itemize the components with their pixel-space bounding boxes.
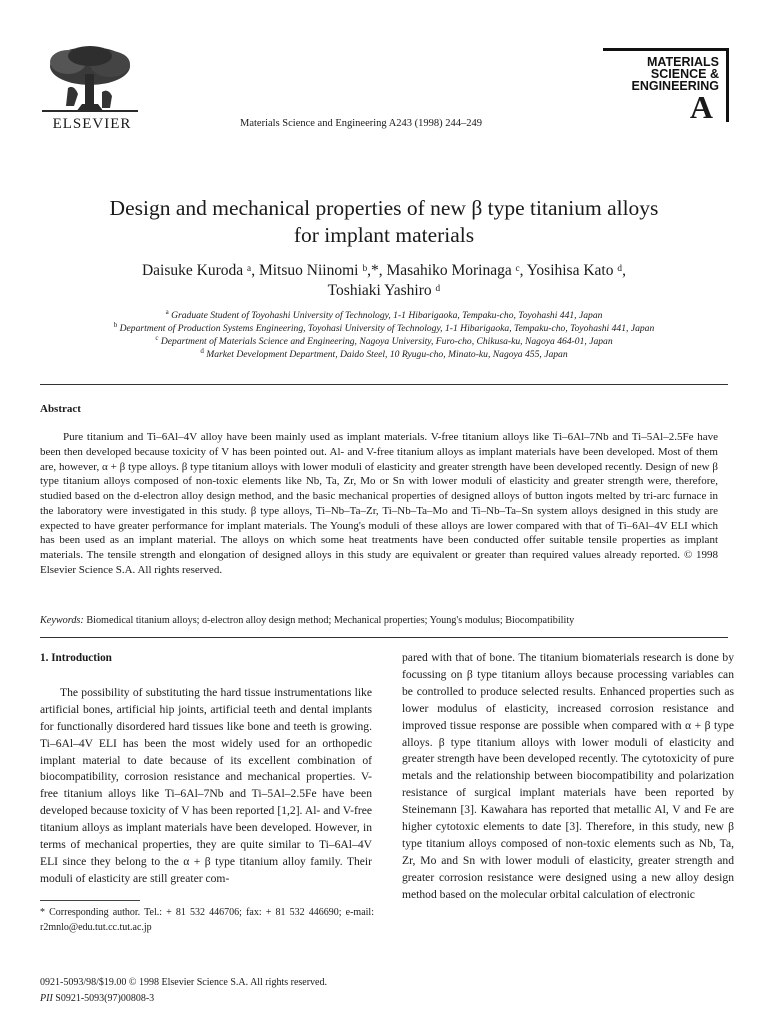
affiliation-mark: c [155,334,159,342]
corresponding-author-footnote: * Corresponding author. Tel.: + 81 532 446706; fax: + 81 532 446690; e-mail: r2mnlo@edu.tut.cc.tut.ac.jp [40,907,374,933]
divider-top [40,384,728,385]
affiliation-text: Department of Materials Science and Engineering, Nagoya University, Furo-cho, Chikusa-ku, Nagoya 464-01, Japan [160,336,613,348]
journal-logo-side-bar [726,48,729,122]
authors-line-2: Toshiaki Yashiro ᵈ [327,282,441,299]
keywords [40,615,728,626]
article-title-line-2: for implant materials [293,223,475,247]
journal-logo-line: SCIENCE & [650,67,719,81]
affiliation-text: Department of Production Systems Engineering, Toyohasi University of Technology, 1-1 Hibarigaoka, Tempaku-cho, Toyohashi 441, Japan [119,323,655,335]
section-heading: 1. Introduction [40,652,112,664]
pii-value: S0921-5093(97)00808-3 [55,993,155,1004]
journal-logo-letter: A [689,89,713,125]
affiliation-text: Graduate Student of Toyohashi University of Technology, 1-1 Hibarigaoka, Tempaku-cho, Toyohashi 441, Japan [171,310,603,322]
keywords-list: Biomedical titanium alloys; d-electron alloy design method; Mechanical properties; Young's modulus; Biocompatibility [86,615,575,626]
divider-bottom [40,637,728,638]
journal-logo-top-bar [603,48,729,51]
affiliation-d [40,345,728,361]
abstract-body: Pure titanium and Ti–6Al–4V alloy have been mainly used as implant materials. V-free titanium alloys like Ti–6Al–7Nb and Ti–5Al–2.5Fe have been then developed because toxicity of V has been pointed out. Al- and V-free titanium alloys as implant materials have been developed. Most of them are, however, α + β type alloys. β type titanium alloys with lower moduli of elasticity and greater strength have been developed recently. Design of new β type titanium alloys composed of non-toxic elements like Nb, Ta, Zr, Mo or Sn with lower moduli of elasticity and greater strength were, therefore, studied based on the d-electron alloy design method, and the basic mechanical properties of designed alloys of button ingots melted by tri-arc furnace in the laboratory were investigated in this study. β type alloys, Ti–Nb–Ta–Zr, Ti–Nb–Ta–Mo and Ti–Nb–Ta–Sn system alloys designed in this study are expected to have greater performance for implant materials. The Young's moduli of these alloys are lower compared with that of Ti–6Al–4V ELI which has been used as an implant material. The alloys on which some heat treatments have been conducted offer suitable tensile properties as implant materials. The tensile strength and elongation of designed alloys in this study are equivalent or greater than required values already reported. © 1998 Elsevier Science S.A. All rights reserved. [40,431,718,576]
footnote-divider [40,900,140,901]
journal-logo-line: MATERIALS [647,55,719,69]
body-paragraph: pared with that of bone. The titanium biomaterials research is done by focussing on β type titanium alloys because processing variables can be controlled to produce selected results. Enhanced properties such as lower modulus of elasticity, increased corrosion resistance and improved tissue response are possible when compared with α + β type alloys. β type titanium alloys with lower moduli of elasticity and greater strength have been developed recently. The cytotoxicity of pure metals and the relationship between biocompatibility and polarization resistance of surgical implant materials have been reported by Steinemann [3]. Kawahara has reported that metallic Al, V and Fe are higher cytotoxic elements to date [3]. Therefore, in this study, new β type titanium alloys composed of non-toxic elements such as Nb, Ta, Zr, Mo and Sn with lower moduli of elasticity, greater strength and greater corrosion resistance were designed using a new alloy design method based on the molecular orbital calculation of electronic [402,651,734,901]
copyright-line: 0921-5093/98/$19.00 © 1998 Elsevier Science S.A. All rights reserved. [40,977,327,988]
keywords-label: Keywords: [40,615,84,626]
article-title-line-1: Design and mechanical properties of new β type titanium alloys [109,196,659,220]
pii-label: PII [40,993,53,1004]
body-column-right [402,650,734,904]
pii-line [40,991,154,1006]
journal-logo [603,48,729,125]
journal-logo-line: ENGINEERING [631,79,719,93]
journal-logo-text [631,56,719,92]
elsevier-tree-logo [38,44,142,114]
body-paragraph: The possibility of substituting the hard tissue instrumentations like artificial bones, artificial hip joints, artificial teeth and dental implants for functionally disordered hard tissues like bone and teeth is growing. Ti–6Al–4V ELI has been the most widely used for an orthopedic implant material to date because of its excellent combination of biocompatibility, corrosion resistance and mechanical properties. V-free titanium alloys like Ti–6Al–7Nb and Ti–5Al–2.5Fe have been developed because toxicity of V has been reported [1,2]. Al- and V-free titanium alloys as implant materials have been developed. However, in terms of mechanical properties, they are quite similar to Ti–6Al–4V ELI since they belong to the α + β type titanium alloy family. Their moduli of elasticity are still greater com- [40,685,372,885]
affiliation-mark: a [165,308,169,316]
abstract-heading: Abstract [40,403,81,415]
affiliation-text: Market Development Department, Daido Steel, 10 Ryugu-cho, Minato-ku, Nagoya 455, Japan [206,349,568,361]
publisher-name: ELSEVIER [52,116,132,132]
journal-citation: Materials Science and Engineering A243 (1998) 244–249 [240,118,483,129]
body-column-left [40,650,372,888]
authors-line-1: Daisuke Kuroda ᵃ, Mitsuo Niinomi ᵇ,*, Masahiko Morinaga ᶜ, Yosihisa Kato ᵈ, [141,262,627,279]
affiliation-mark: b [113,321,118,329]
affiliation-mark: d [200,347,204,355]
